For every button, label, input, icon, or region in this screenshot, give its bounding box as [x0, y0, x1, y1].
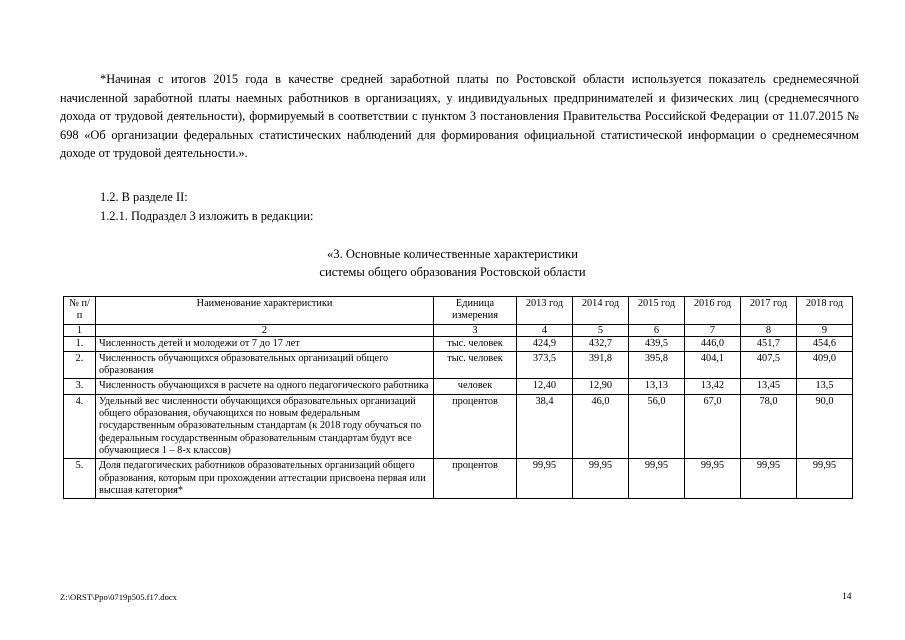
header-name: Наименование характеристики — [96, 297, 434, 325]
row-name: Численность детей и молодежи от 7 до 17 лет — [96, 336, 434, 351]
table-row — [64, 351, 853, 379]
col-number: 9 — [797, 324, 853, 336]
section-line-2: 1.2.1. Подраздел 3 изложить в редакции: — [100, 209, 314, 223]
header-unit: Единица измерения — [434, 297, 517, 325]
table-title-line-1: «3. Основные количественные характеристики — [327, 247, 578, 261]
column-number-row — [64, 324, 853, 336]
row-name: Доля педагогических работников образовательных организаций общего образования, которым при прохождении аттестации присвоена первая или высшая категория* — [96, 459, 434, 499]
header-year-2017: 2017 год — [741, 297, 797, 325]
row-value: 12,90 — [573, 379, 629, 394]
row-value: 99,95 — [685, 459, 741, 499]
row-value: 454,6 — [797, 336, 853, 351]
col-number: 1 — [64, 324, 96, 336]
row-value: 424,9 — [517, 336, 573, 351]
row-value: 99,95 — [517, 459, 573, 499]
header-year-2014: 2014 год — [573, 297, 629, 325]
header-year-2015: 2015 год — [629, 297, 685, 325]
col-number: 7 — [685, 324, 741, 336]
row-value: 451,7 — [741, 336, 797, 351]
row-unit: процентов — [434, 394, 517, 458]
header-year-2013: 2013 год — [517, 297, 573, 325]
row-value: 407,5 — [741, 351, 797, 379]
row-value: 404,1 — [685, 351, 741, 379]
row-value: 99,95 — [741, 459, 797, 499]
row-num: 2. — [64, 351, 96, 379]
row-name: Численность обучающихся образовательных организаций общего образования — [96, 351, 434, 379]
row-value: 90,0 — [797, 394, 853, 458]
row-value: 13,45 — [741, 379, 797, 394]
row-value: 67,0 — [685, 394, 741, 458]
row-value: 99,95 — [573, 459, 629, 499]
characteristics-table — [63, 296, 853, 499]
row-value: 391,8 — [573, 351, 629, 379]
col-number: 3 — [434, 324, 517, 336]
table-header-row — [64, 297, 853, 325]
row-unit: тыс. человек — [434, 336, 517, 351]
section-line-1: 1.2. В разделе II: — [100, 190, 188, 204]
row-value: 446,0 — [685, 336, 741, 351]
row-num: 3. — [64, 379, 96, 394]
col-number: 6 — [629, 324, 685, 336]
row-value: 373,5 — [517, 351, 573, 379]
row-value: 99,95 — [629, 459, 685, 499]
table-title-line-2: системы общего образования Ростовской области — [319, 265, 586, 279]
col-number: 4 — [517, 324, 573, 336]
row-unit: человек — [434, 379, 517, 394]
table-row — [64, 379, 853, 394]
header-year-2018: 2018 год — [797, 297, 853, 325]
row-value: 78,0 — [741, 394, 797, 458]
row-value: 46,0 — [573, 394, 629, 458]
intro-paragraph: *Начиная с итогов 2015 года в качестве средней заработной платы по Ростовской области используется показатель среднемесячной начисленной заработной платы наемных работников в организациях, у индивидуальных предпринимателей и физических лиц (среднемесячного дохода от трудовой деятельности), формируемый в соответствии с пунктом 3 постановления Правительства Российской Федерации от 11.07.2015 № 698 «Об организации федеральных статистических наблюдений для формирования официальной статистической информации о среднемесячном доходе от трудовой деятельности.». — [60, 72, 859, 160]
col-number: 2 — [96, 324, 434, 336]
row-unit: процентов — [434, 459, 517, 499]
header-num: № п/п — [64, 297, 96, 325]
table-row — [64, 336, 853, 351]
table-row — [64, 394, 853, 458]
footer-file-path: Z:\ORST\Ppo\0719p505.f17.docx — [60, 592, 177, 602]
table-row — [64, 459, 853, 499]
row-value: 99,95 — [797, 459, 853, 499]
row-num: 5. — [64, 459, 96, 499]
row-value: 409,0 — [797, 351, 853, 379]
col-number: 8 — [741, 324, 797, 336]
row-value: 56,0 — [629, 394, 685, 458]
row-unit: тыс. человек — [434, 351, 517, 379]
row-value: 12,40 — [517, 379, 573, 394]
row-num: 4. — [64, 394, 96, 458]
row-value: 38,4 — [517, 394, 573, 458]
row-name: Численность обучающихся в расчете на одного педагогического работника — [96, 379, 434, 394]
row-value: 432,7 — [573, 336, 629, 351]
row-value: 13,13 — [629, 379, 685, 394]
row-num: 1. — [64, 336, 96, 351]
header-year-2016: 2016 год — [685, 297, 741, 325]
row-name: Удельный вес численности обучающихся образовательных организаций общего образования, обучающихся по новым федеральным государственным образовательным стандартам (к 2018 году обучаться по федеральным государственным образовательным стандартам будут все обучающиеся 1 – 8-х классов) — [96, 394, 434, 458]
row-value: 13,42 — [685, 379, 741, 394]
row-value: 395,8 — [629, 351, 685, 379]
row-value: 13,5 — [797, 379, 853, 394]
row-value: 439,5 — [629, 336, 685, 351]
footer-page-number: 14 — [842, 592, 852, 602]
col-number: 5 — [573, 324, 629, 336]
